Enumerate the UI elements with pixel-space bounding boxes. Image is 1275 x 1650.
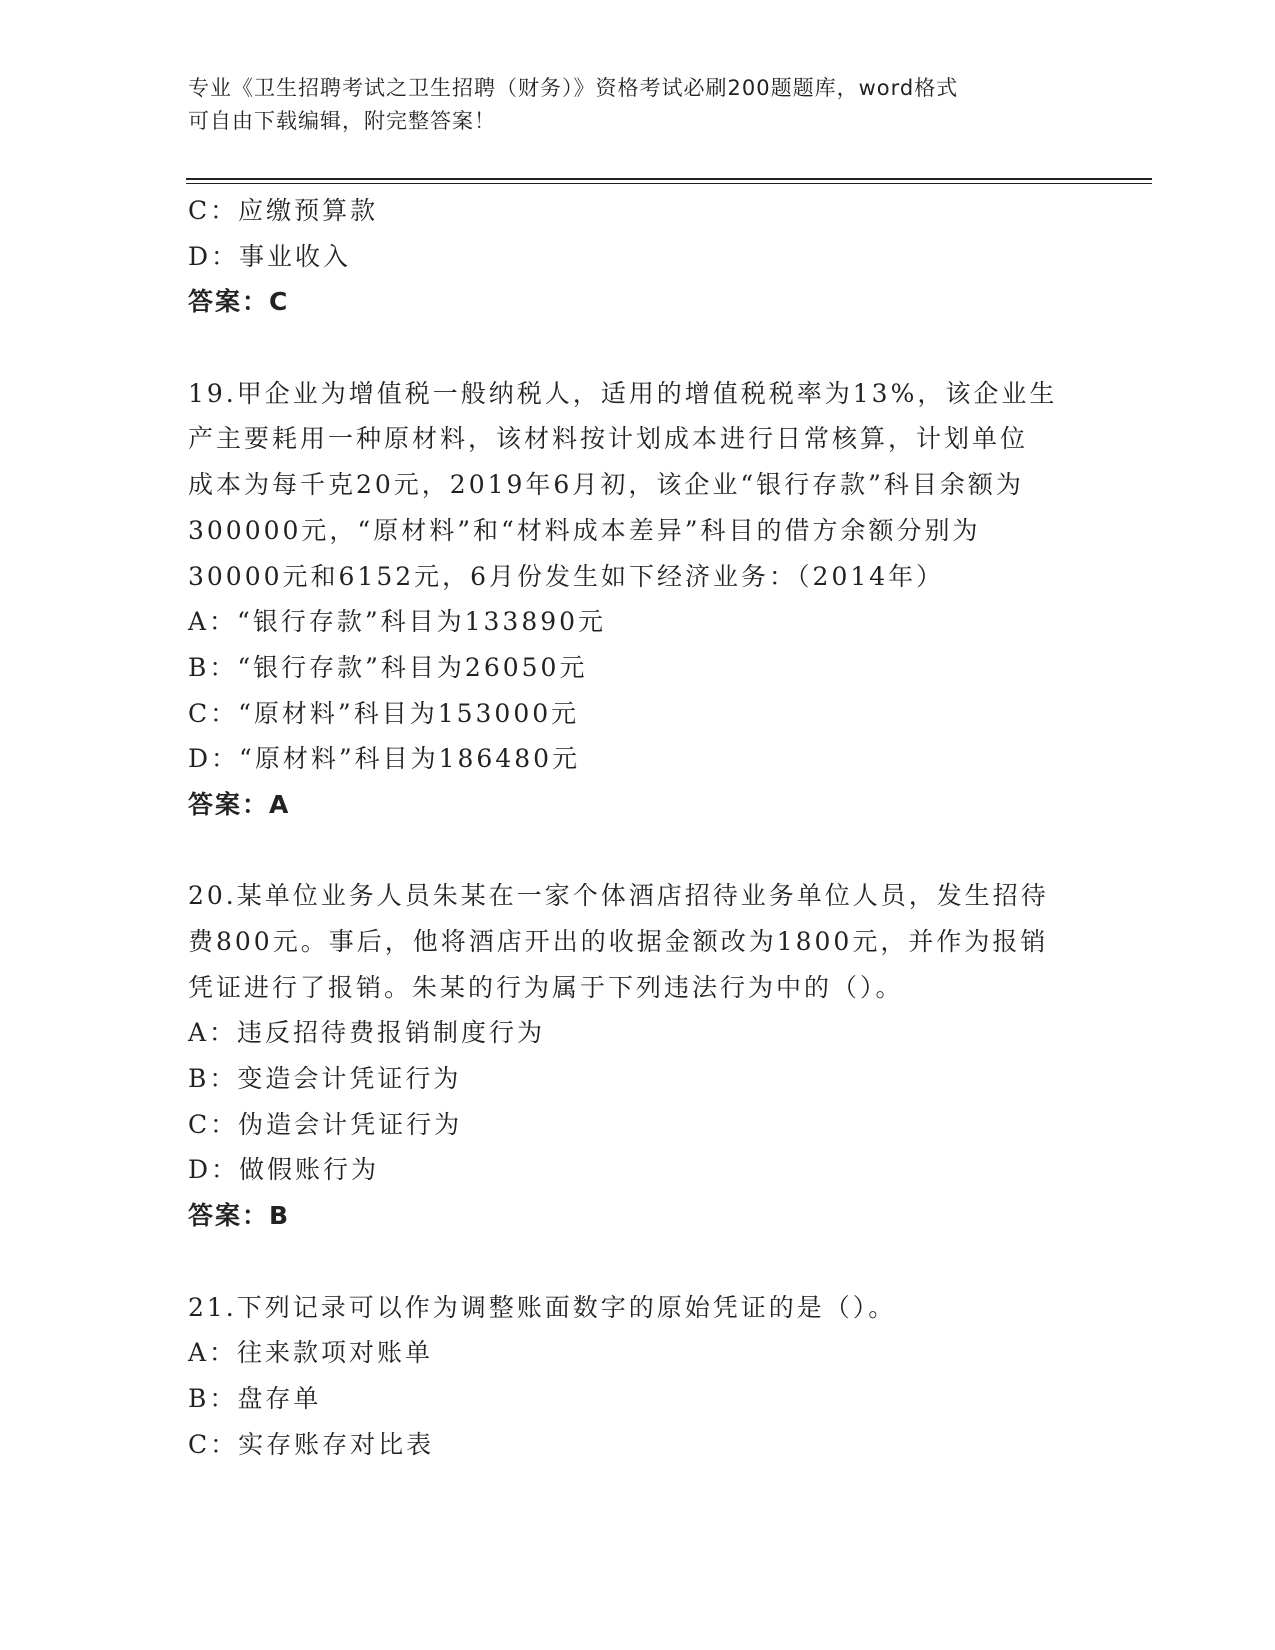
q21-text-line: 21.下列记录可以作为调整账面数字的原始凭证的是（）。 [188,1292,897,1322]
q20-option-b: B：变造会计凭证行为 [188,1064,462,1094]
header-line-2: 可自由下载编辑，附完整答案！ [188,109,496,133]
q18-answer: 答案：C [188,287,290,317]
q20-text-line: 费800元。事后，他将酒店开出的收据金额改为1800元，并作为报销 [188,927,1049,956]
q19-text-line: 19.甲企业为增值税一般纳税人，适用的增值税税率为13%，该企业生 [188,378,1058,408]
q21-option-c: C：实存账存对比表 [188,1429,435,1459]
header-divider-thick [186,178,1152,180]
q19-text-line: 300000元，“原材料”和“材料成本差异”科目的借方余额分别为 [188,515,981,545]
q18-option-d: D：事业收入 [188,241,352,271]
q19-option-a: A：“银行存款”科目为133890元 [188,607,607,637]
q19-option-b: B：“银行存款”科目为26050元 [188,652,588,682]
q18-option-c: C：应缴预算款 [188,196,379,225]
q19-option-c: C：“原材料”科目为153000元 [188,698,580,728]
spacer [188,1239,1088,1285]
q20-text-line: 20.某单位业务人员朱某在一家个体酒店招待业务单位人员，发生招待 [188,881,1049,911]
q20-answer: 答案：B [188,1201,291,1231]
question-list [188,188,1088,1467]
header-line-1: 专业《卫生招聘考试之卫生招聘（财务）》资格考试必刷200题题库，word格式 [188,76,959,100]
spacer [188,828,1088,874]
q21-option-a: A：往来款项对账单 [188,1338,434,1368]
document-header [188,72,1088,138]
q21-option-b: B：盘存单 [188,1383,322,1413]
header-divider-thin [186,183,1152,184]
q20-option-d: D：做假账行为 [188,1155,380,1185]
spacer [188,325,1088,371]
q20-option-c: C：伪造会计凭证行为 [188,1109,463,1139]
q19-text-line: 产主要耗用一种原材料，该材料按计划成本进行日常核算，计划单位 [188,424,1029,454]
q19-answer: 答案：A [188,789,291,819]
q19-text-line: 30000元和6152元，6月份发生如下经济业务：（2014年） [188,561,945,591]
q20-text-line: 凭证进行了报销。朱某的行为属于下列违法行为中的（）。 [188,972,904,1002]
q19-text-line: 成本为每千克20元，2019年6月初，该企业“银行存款”科目余额为 [188,470,1024,500]
q20-option-a: A：违反招待费报销制度行为 [188,1018,546,1048]
q19-option-d: D：“原材料”科目为186480元 [188,744,581,774]
